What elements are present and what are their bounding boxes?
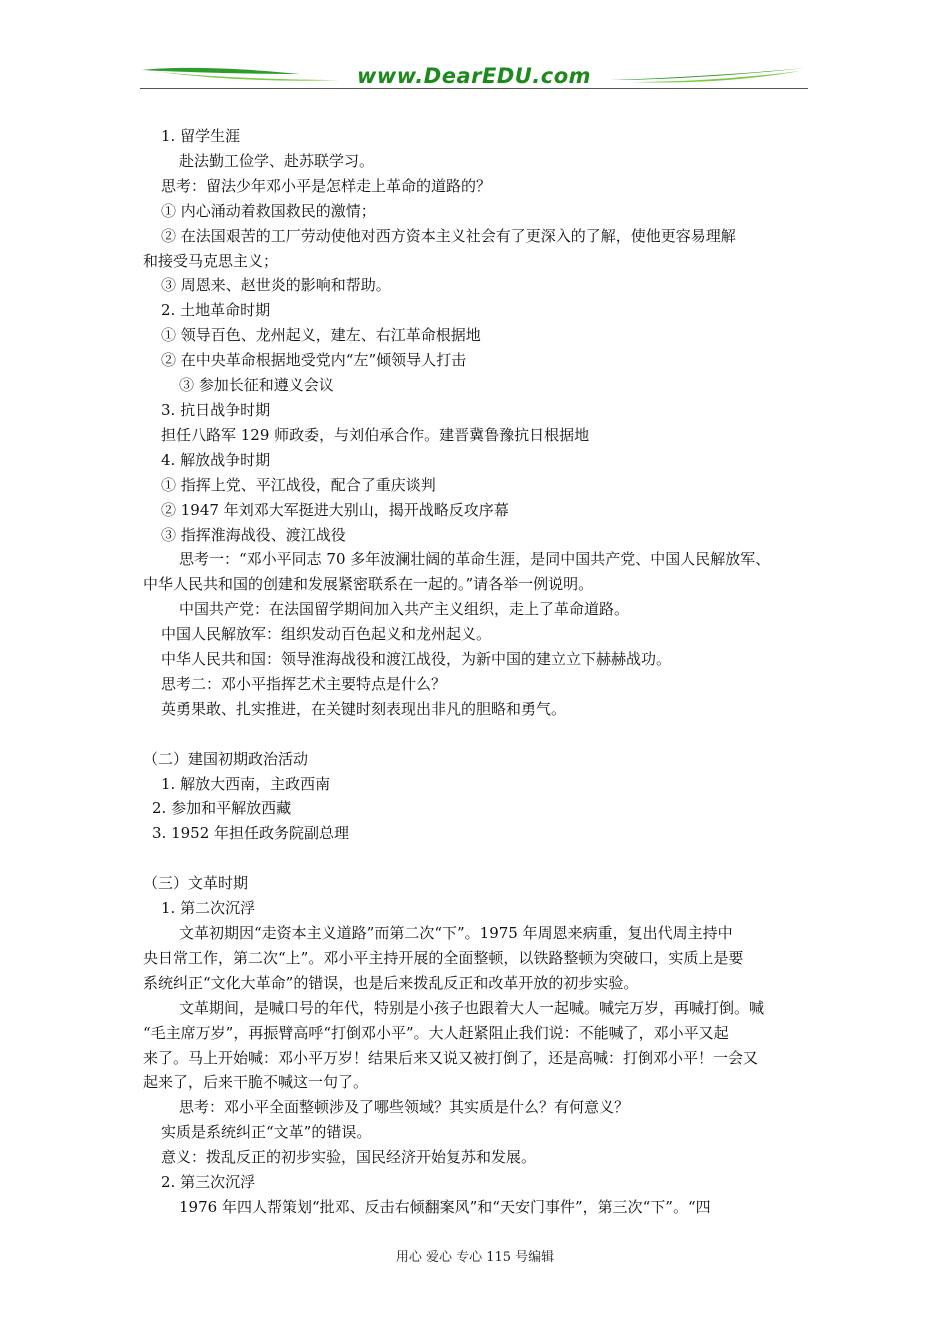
text-line: 中华人民共和国：领导淮海战役和渡江战役，为新中国的建立立下赫赫战功。 (161, 650, 672, 669)
text-line: 赴法勤工俭学、赴苏联学习。 (179, 151, 375, 170)
document-body (143, 124, 813, 1220)
text-line: 中华人民共和国的创建和发展紧密联系在一起的。”请各举一例说明。 (143, 575, 594, 594)
text-line: 1. 解放大西南，主政西南 (161, 774, 331, 793)
text-line: 2. 土地革命时期 (161, 301, 271, 320)
text-line: ① 内心涌动着救国救民的激情； (161, 201, 376, 220)
text-line: 英勇果敢、扎实推进，在关键时刻表现出非凡的胆略和勇气。 (161, 699, 567, 718)
text-line: 实质是系统纠正“文革”的错误。 (161, 1123, 372, 1142)
text-line: 1. 第二次沉浮 (161, 899, 256, 918)
text-line: 来了。马上开始喊：邓小平万岁！结果后来又说又被打倒了，还是高喊：打倒邓小平！一会又 (143, 1048, 759, 1067)
text-line: ③ 指挥淮海战役、渡江战役 (161, 525, 346, 544)
text-line: 担任八路军 129 师政委，与刘伯承合作。建晋冀鲁豫抗日根据地 (161, 425, 590, 444)
text-line: ② 在法国艰苦的工厂劳动使他对西方资本主义社会有了更深入的了解，使他更容易理解 (161, 226, 736, 245)
page-footer: 用心 爱心 专心 115 号编辑 (395, 1250, 555, 1265)
header-rule (140, 88, 808, 89)
text-line: 1. 留学生涯 (161, 127, 241, 145)
text-line: 4. 解放战争时期 (161, 450, 271, 469)
text-line: 起来了，后来干脆不喊这一句了。 (143, 1073, 369, 1092)
text-line: ① 领导百色、龙州起义，建左、右江革命根据地 (161, 326, 481, 345)
text-line: ③ 参加长征和遵义会议 (179, 376, 334, 395)
text-line: 思考：留法少年邓小平是怎样走上革命的道路的？ (161, 176, 492, 195)
text-line: 思考一：“邓小平同志 70 多年波澜壮阔的革命生涯，是同中国共产党、中国人民解放军、 (179, 550, 771, 569)
text-line: “毛主席万岁”，再振臂高呼“打倒邓小平”。大人赶紧阻止我们说：不能喊了，邓小平又起 (143, 1023, 729, 1042)
text-line: 思考二：邓小平指挥艺术主要特点是什么？ (161, 674, 447, 693)
text-line: ② 在中央革命根据地受党内“左”倾领导人打击 (161, 351, 467, 370)
text-line: 中国共产党：在法国留学期间加入共产主义组织，走上了革命道路。 (179, 600, 630, 619)
text-line: 思考：邓小平全面整顿涉及了哪些领域？其实质是什么？有何意义？ (179, 1098, 630, 1117)
text-line: 系统纠正“文化大革命”的错误，也是后来拨乱反正和改革开放的初步实验。 (143, 973, 639, 992)
text-line: 1976 年四人帮策划“批邓、反击右倾翻案风”和“天安门事件”，第三次“下”。“四 (179, 1197, 711, 1216)
text-line: ② 1947 年刘邓大军挺进大别山，揭开战略反攻序幕 (161, 500, 509, 519)
blank-line (143, 722, 813, 747)
site-logo[interactable]: www.DearEDU.com (356, 64, 592, 88)
blank-line (143, 846, 813, 871)
text-line: 文革期间，是喊口号的年代，特别是小孩子也跟着大人一起喊。喊完万岁，再喊打倒。喊 (179, 998, 765, 1017)
text-line: 2. 第三次沉浮 (161, 1173, 256, 1192)
text-line: （二）建国初期政治活动 (143, 749, 309, 768)
text-line: ① 指挥上党、平江战役，配合了重庆谈判 (161, 475, 436, 494)
text-line: 文革初期因“走资本主义道路”而第二次“下”。1975 年周恩来病重，复出代周主持中 (179, 923, 733, 942)
text-line: 意义：拨乱反正的初步实验，国民经济开始复苏和发展。 (161, 1148, 537, 1167)
text-line: 中国人民解放军：组织发动百色起义和龙州起义。 (161, 625, 492, 644)
text-line: （三）文革时期 (143, 874, 249, 893)
text-line: 3. 抗日战争时期 (161, 400, 271, 419)
text-line: ③ 周恩来、赵世炎的影响和帮助。 (161, 276, 391, 295)
text-line: 和接受马克思主义； (143, 251, 279, 270)
text-line: 2. 参加和平解放西藏 (152, 799, 292, 818)
text-line: 3. 1952 年担任政务院副总理 (152, 824, 350, 843)
page-header (140, 62, 808, 92)
text-line: 央日常工作，第二次“上”。邓小平主持开展的全面整顿，以铁路整顿为突破口，实质上是要 (143, 948, 744, 967)
